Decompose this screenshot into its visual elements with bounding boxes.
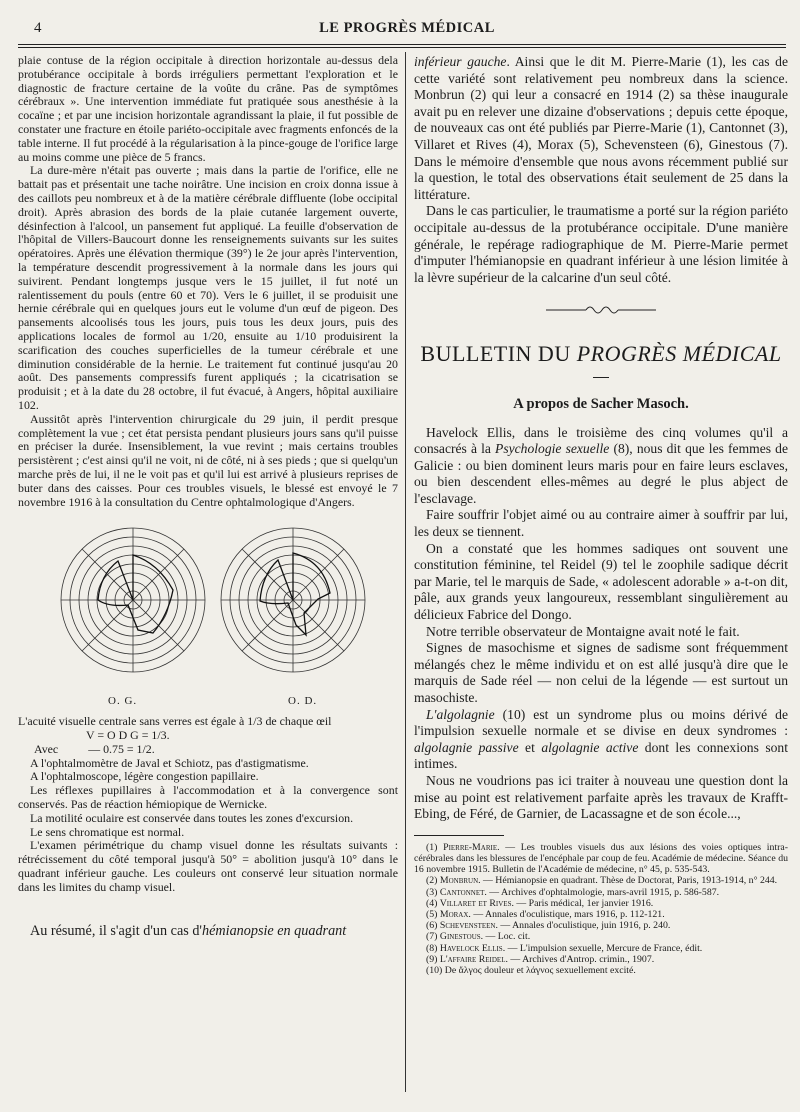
footnote-text: — Les troubles visuels dus aux lésions des voies optiques intra-cérébrales dans les blessures de l'encéphale par coup de feu. Académie de médecine. Séance du 16 novembre 1915. Bulletin de l'Académie de médecine, n° 45, p. 535-543. (414, 841, 788, 876)
footnote-author: (5) Morax. (426, 908, 471, 920)
running-title: LE PROGRÈS MÉDICAL (319, 20, 495, 36)
ornament-divider (414, 304, 788, 318)
footnote-text: — Annales d'oculistique, juin 1916, p. 240. (497, 920, 671, 932)
paragraph: Signes de masochisme et signes de sadisme sont fréquemment mélangés chez le même individu et on est allé jusqu'à dire que le marquis de Sade réel — non celui de la légende — est surtout un masochiste. (414, 640, 788, 705)
footnote (414, 931, 788, 942)
text: Havelock Ellis, dans le troisième des cinq volumes qu'il a consacrés à la (414, 424, 788, 457)
paragraph (414, 707, 788, 773)
footnote-author: (9) L'affaire Reidel. (426, 953, 508, 965)
exam-line: Les réflexes pupillaires à l'accommodation et à la convergence sont conservés. Pas de réaction hémiopique de Wernicke. (18, 783, 398, 812)
section-heading (414, 341, 788, 367)
footnote (414, 954, 788, 965)
footnote-author: (10) De ἄλγος (426, 964, 482, 976)
footnote (414, 943, 788, 954)
paragraph: On a constaté que les hommes sadiques ont souvent une constitution féminine, tel Reidel (9) tel le zoophile sadique décrit par Marie, tel le marquis de Sade, « adolescent adorable » a-t-on dit, pâle, aux grands yeux langoureux, ressemblant singulièrement au délicieux Fabrice del Dongo. (414, 540, 788, 623)
footnote-text: — Archives d'Antrop. crimin., 1907. (507, 953, 655, 965)
column-rule (405, 52, 406, 1092)
paragraph: Notre terrible observateur de Montaigne avait noté le fait. (426, 623, 740, 639)
continuation-paragraph (414, 54, 788, 203)
footnote-text: — L'impulsion sexuelle, Mercure de France, édit. (505, 942, 703, 954)
ornament-icon (546, 304, 656, 316)
paragraph (414, 425, 788, 508)
text: (10) est un syndrome plus ou moins dérivé de l'impulsion sexuelle normale et se divise en deux syndromes : (414, 706, 788, 739)
closing-text: Au résumé, il s'agit d'un cas d' (30, 922, 202, 939)
footnote-text: — Annales d'oculistique, mars 1916, p. 112-121. (470, 908, 665, 920)
paragraph: Aussitôt après l'intervention chirurgicale du 29 juin, il perdit presque complètement la vue ; cet état persista pendant plusieurs jours sans qu'il puisse en préciser la durée. Insensiblement, la vue revint ; mais certains troubles persistèrent ; c'est ainsi qu'il ne voit, ni de côté, ni à ses pieds ; que si quelqu'un marche près de lui, il ne le voit pas et qu'il lui est arrivé à plusieurs reprises de buter dans des caisses. Pour ces troubles visuels, le blessé est envoyé le 7 novembre 1916 à la consultation du Centre ophtalmologique d'Angers. (18, 411, 398, 509)
acuity-equation-1: V = O D G = 1/3. (86, 728, 170, 743)
footnote-author: (6) Schevensteen. (426, 920, 498, 932)
exam-line: L'examen périmétrique du champ visuel donne les résultats suivants : rétrécissement du côté temporal jusqu'à 50° = abolition jusqu'à 10° dans le quadrant inférieur gauche. Les couleurs ont conservé leur situation normale dans les limites du champ visuel. (18, 838, 398, 894)
footnote-rule (414, 835, 504, 836)
closing-line (18, 923, 398, 940)
footnote-text: — Archives d'ophtalmologie, mars-avril 1915, p. 586-587. (486, 886, 720, 898)
acuity-equation-2 (18, 743, 398, 757)
continuation-text: . Ainsi que le dit M. Pierre-Marie (1), les cas de cette variété sont relativement peu nombreux dans la science. Monbrun (2) qui leur a consacré en 1914 (2) sa thèse inaugurale avait pu en relever une dizaine d'observations ; depuis cette époque, de nouveaux cas ont été publiés par Pierre-Marie (1), Cantonnet (3), Villaret et Rives (4), Morax (5), Schevensteen (6), Ginestous (7). Dans le mémoire d'ensemble que nous avons récemment publié sur la question, le total des observations était seulement de 25 dans la littérature. (414, 54, 788, 202)
caption-left-eye: O. G. (108, 695, 138, 708)
text: dont les connexions sont intimes. (414, 739, 788, 772)
footnote-author: (4) Villaret et Rives. (426, 897, 514, 909)
heading-dash (593, 377, 609, 378)
italic-text: L'algolagnie (426, 706, 495, 722)
acuity-intro: L'acuité visuelle centrale sans verres est égale à 1/3 de chaque œil (18, 714, 332, 729)
paragraph: Faire souffrir l'objet aimé ou au contraire aimer à souffrir par lui, les deux se tiennent. (414, 507, 788, 540)
footnote-author: (1) Pierre-Marie. (426, 841, 500, 853)
footnote (414, 887, 788, 898)
footnote-text: — Paris médical, 1er janvier 1916. (513, 897, 654, 909)
footnote-text: douleur et λάγνος sexuellement excité. (481, 964, 636, 976)
footnote-author: (7) Ginestous. (426, 931, 484, 943)
header-rule (18, 44, 786, 48)
visual-field-charts (18, 515, 398, 711)
acuity-equation-2-value: — 0.75 = 1/2. (88, 741, 155, 756)
paragraph: La dure-mère n'était pas ouverte ; mais dans la partie de l'orifice, elle ne battait pas et présentait une tache noirâtre. Une incision en croix donna issue à des caillots peu nombreux et à de la matière cérébrale diffluente (lobe occipital droit). Après abrasion des bords de la plaie cutanée largement ouverte, désinfection à l'alcool, un pansement fut appliqué. La feuille d'observation de l'hôpital de Villers-Baucourt donne les renseignements suivants sur les suites opératoires. Après une élévation thermique (39°) le 2e jour après l'intervention, la température descendit progressivement à la normale dans les jours qui suivirent. Pendant longtemps jusque vers le 15 juillet, il fut noté un ralentissement du pouls (entre 60 et 70). Vers le 6 juillet, il se produisit une hernie cérébrale qui en quelques jours eut le volume d'un œuf de pigeon. Des pansements alcoolisés tous les jours, puis tous les deux jours, puis des applications locales de formol au 1/20, ensuite au 1/10 produisirent la scarification des couches superficielles de la tumeur cérébrale et une diminution considérable de la hernie. Le traitement fut continué jusqu'au 20 août. Des pansements compressifs furent appliqués ; la cicatrisation se produisit ; et à la date du 28 octobre, il fut évacué, à Angers, hôpital auxiliaire 102. (18, 163, 398, 412)
paragraph: plaie contuse de la région occipitale à direction horizontale au-dessus dela protubérance occipitale à bords irréguliers permettant l'exploration et le diagnostic de fracture certaine de la voûte du crâne. Pas de symptômes cérébraux ». Une intervention immédiate fut pratiquée sous anesthésie à la cocaïne ; et par une incision horizontale agrandissant la plaie, il fut possible de constater une fracture en étoile pariéto-occipitale avec fragments enfoncés de la table interne. Il fut procédé à la régularisation à la pince-gouge de l'orifice large au moins comme une pièce de 5 francs. (18, 53, 398, 164)
page-number: 4 (34, 20, 42, 36)
italic-text: algolagnie passive (414, 739, 519, 755)
exam-line: La motilité oculaire est conservée dans toutes les zones d'excursion. (30, 810, 354, 825)
footnote (414, 920, 788, 931)
italic-text: algolagnie active (541, 739, 639, 755)
exam-line: A l'ophtalmoscope, légère congestion papillaire. (30, 769, 259, 784)
footnotes (414, 842, 788, 976)
closing-italic: hémianopsie en quadrant (201, 922, 347, 939)
acuity-avec: Avec (34, 741, 59, 756)
exam-line: Le sens chromatique est normal. (30, 824, 185, 839)
article-title: A propos de Sacher Masoch. (513, 395, 689, 412)
footnote-author: (8) Havelock Ellis. (426, 942, 506, 954)
right-column (414, 54, 788, 976)
text: (8), nous dit que les femmes de Galicie : ou bien dominent leurs maris pour en faire leurs esclaves, ou bien descendent elles-mêmes au degré le plus abject de l'esclavage. (414, 441, 788, 506)
italic-text: Psychologie sexuelle (495, 441, 610, 457)
left-column (18, 54, 398, 940)
section-heading-part2: PROGRÈS MÉDICAL (576, 341, 782, 367)
footnote (414, 898, 788, 909)
exam-line: A l'ophtalmomètre de Javal et Schiotz, pas d'astigmatisme. (30, 755, 309, 770)
paragraph: Dans le cas particulier, le traumatisme a porté sur la région pariéto occipitale au-dessus de la protubérance occipitale. D'une manière générale, le repérage radiographique de M. Pierre-Marie permet d'imputer l'hémianopsie en quadrant inférieur à une lésion limitée à la lèvre supérieur de la calcarine d'un seul côté. (414, 203, 788, 285)
text: et (518, 739, 542, 755)
visual-field-chart-left-eye (58, 515, 208, 693)
paragraph: Nous ne voudrions pas ici traiter à nouveau une question dont la mise au point est relativement parfaite après les travaux de Krafft-Ebing, de Féré, de Garnier, de Lacassagne et de son école..., (414, 772, 788, 822)
footnote (414, 909, 788, 920)
caption-right-eye: O. D. (288, 695, 318, 708)
footnote-text: — Loc. cit. (483, 931, 531, 943)
section-heading-part1: BULLETIN DU (420, 341, 577, 367)
footnote (414, 965, 788, 976)
footnote (414, 875, 788, 886)
continuation-italic: inférieur gauche (414, 54, 507, 69)
page-header (34, 20, 780, 44)
footnote-text: — Hémianopsie en quadrant. Thèse de Doctorat, Paris, 1913-1914, n° 244. (480, 875, 778, 887)
footnote-author: (3) Cantonnet. (426, 886, 487, 898)
footnote-author: (2) Monbrun. (426, 875, 481, 887)
visual-field-chart-right-eye (218, 515, 368, 693)
footnote (414, 842, 788, 876)
